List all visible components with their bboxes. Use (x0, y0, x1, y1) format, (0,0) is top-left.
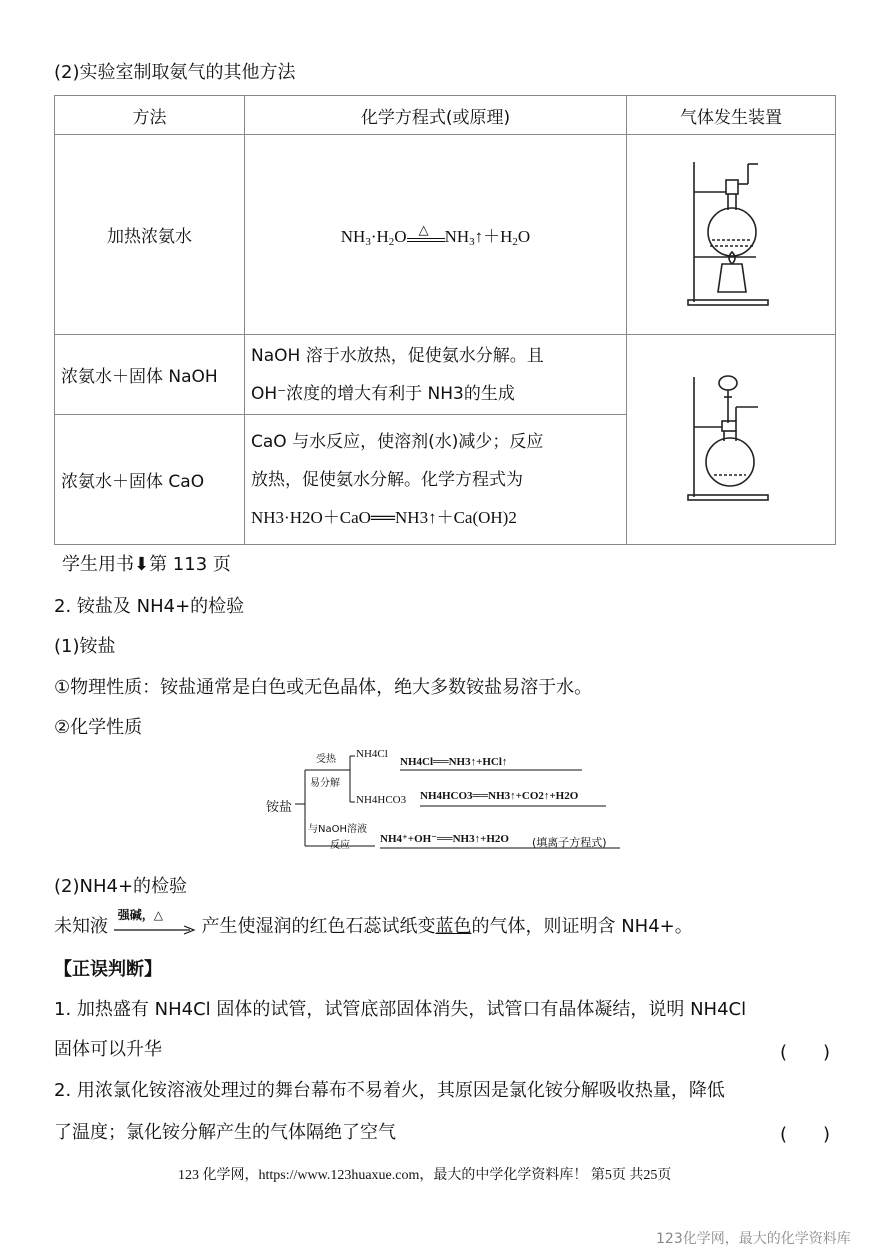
principle-cell (245, 335, 627, 415)
branch1-label-top: 受热 (316, 754, 336, 765)
test-end: 的气体，则证明含 NH4+。 (471, 916, 693, 937)
answer-blank: ( ) (780, 1042, 831, 1063)
header-method: 方法 (55, 96, 245, 135)
method-cell: 加热浓氨水 (55, 135, 245, 335)
branch2-label-top: 与NaOH溶液 (308, 824, 367, 835)
principle-line: NaOH 溶于水放热，促使氨水分解。且 (251, 345, 544, 366)
naoh-equation: NH4⁺+OH⁻══NH3↑+H2O (380, 833, 509, 845)
principle-line: OH⁻浓度的增大有利于 NH3的生成 (251, 383, 515, 404)
watermark: 123化学网，最大的化学资料库 (656, 1231, 851, 1247)
question-2-line2: 了温度；氯化铵分解产生的气体隔绝了空气 (54, 1122, 396, 1143)
reaction-diagram (250, 748, 650, 858)
nh4cl-label: NH4Cl (356, 748, 388, 760)
page-footer: 123 化学网，https://www.123huaxue.com，最大的中学化学资料库！ 第5页 共25页 (178, 1168, 672, 1183)
diagram-root: 铵盐 (266, 799, 293, 814)
question-1-line2: 固体可以升华 (54, 1039, 162, 1060)
equation-heat-ammonia: $NH_3\cdot H_2O$ △ $NH_3↑+H_2O$ (340, 221, 531, 248)
test-start: 未知液 (54, 916, 108, 937)
arrow-icon (114, 918, 196, 936)
test-answer: 蓝色 (435, 916, 472, 937)
principle-cell (245, 135, 627, 335)
table-row (55, 135, 836, 335)
principle-line: CaO 与水反应，使溶剂(水)减少；反应 (251, 431, 544, 452)
methods-table (54, 95, 836, 545)
question-1-line1: 1. 加热盛有 NH4Cl 固体的试管，试管底部固体消失，试管口有晶体凝结，说明 NH4Cl (54, 999, 747, 1020)
dropping-apparatus-icon (686, 367, 776, 507)
physical-property: ①物理性质：铵盐通常是白色或无色晶体，绝大多数铵盐易溶于水。 (54, 677, 593, 698)
student-book-ref: 学生用书⬇第 113 页 (62, 554, 231, 575)
principle-cell (245, 415, 627, 545)
section2-title: 2. 铵盐及 NH4+的检验 (54, 596, 245, 617)
header-apparatus: 气体发生装置 (627, 96, 836, 135)
question-2-line1: 2. 用浓氯化铵溶液处理过的舞台幕布不易着火，其原因是氯化铵分解吸收热量，降低 (54, 1080, 725, 1101)
heating-apparatus-icon (686, 152, 776, 312)
answer-blank: ( ) (780, 1124, 831, 1145)
method-cell: 浓氨水＋固体 CaO (55, 415, 245, 545)
header-principle: 化学方程式(或原理) (245, 96, 627, 135)
branch2-label-bottom: 反应 (330, 840, 350, 851)
delta-symbol: △ (418, 221, 429, 237)
apparatus-cell (627, 335, 836, 545)
table-row (55, 335, 836, 415)
nh4hco3-equation: NH4HCO3══NH3↑+CO2↑+H2O (420, 790, 579, 802)
principle-line: 放热，促使氨水分解。化学方程式为 (251, 469, 523, 490)
nh4hco3-label: NH4HCO3 (356, 794, 407, 806)
chemical-property: ②化学性质 (54, 717, 143, 738)
sub1-title: (1)铵盐 (54, 636, 116, 657)
sub2-title: (2)NH4+的检验 (54, 876, 188, 897)
arrow-label: 强碱，△ (117, 908, 163, 922)
test-sentence (54, 908, 693, 938)
branch1-label-bottom: 易分解 (310, 778, 340, 789)
naoh-note: (填离子方程式) (532, 836, 607, 849)
table-header-row (55, 96, 836, 135)
test-middle: 产生使湿润的红色石蕊试纸变 (201, 916, 436, 937)
nh4cl-equation: NH4Cl══NH3↑+HCl↑ (400, 756, 508, 768)
reaction-arrow (114, 908, 196, 936)
principle-line: NH3·H2O＋CaO══NH3↑＋Ca(OH)2 (251, 507, 517, 527)
apparatus-cell (627, 135, 836, 335)
method-cell: 浓氨水＋固体 NaOH (55, 335, 245, 415)
section-title: (2)实验室制取氨气的其他方法 (54, 62, 296, 83)
judge-title: 【正误判断】 (54, 959, 162, 980)
